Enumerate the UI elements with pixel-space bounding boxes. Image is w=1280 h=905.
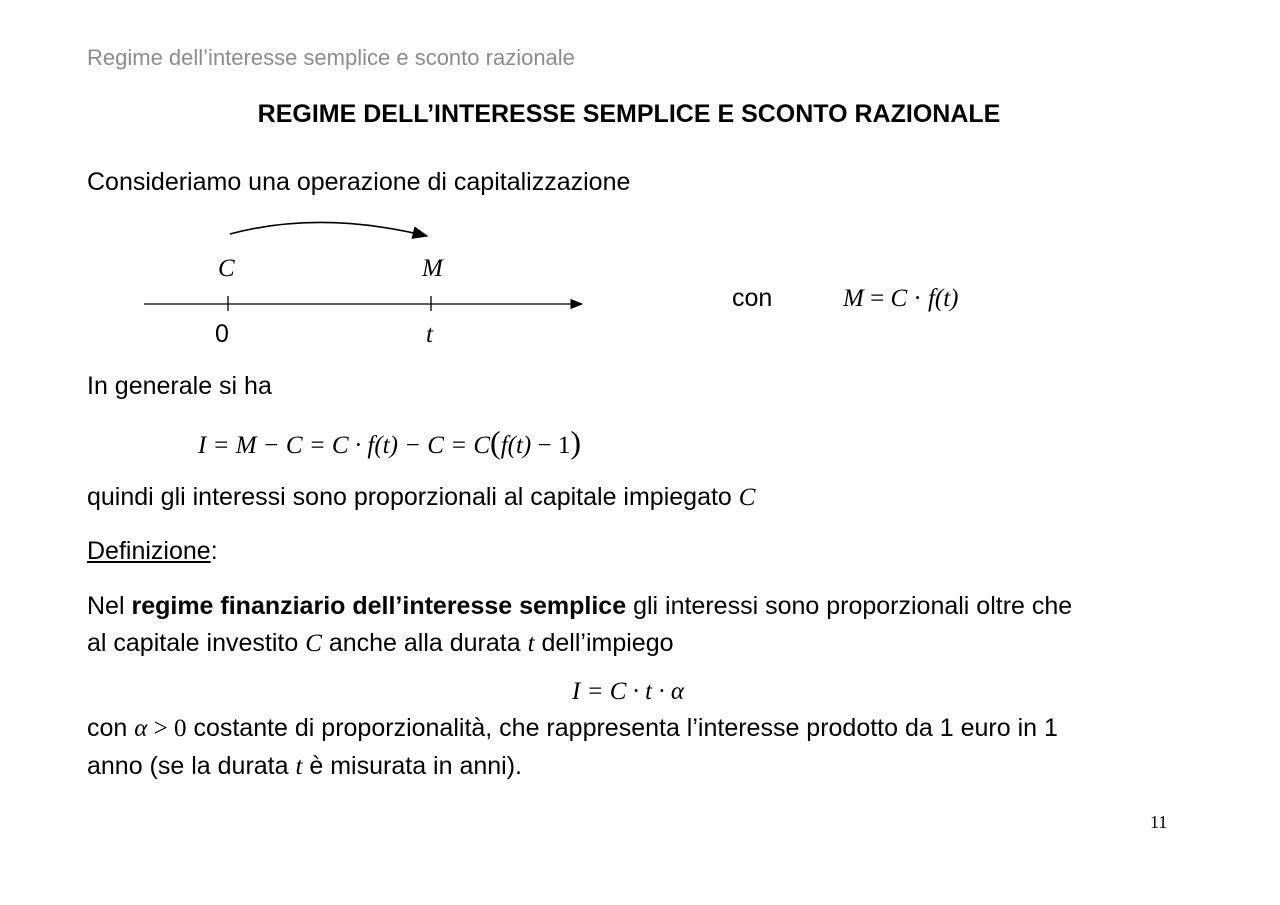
running-header: Regime dell’interesse semplice e sconto razionale (87, 45, 575, 70)
con-alpha-line: con α > 0 costante di proporzionalità, che rappresenta l’interesse prodotto da 1 euro in 1 (87, 714, 1058, 742)
definition-heading: Definizione: (87, 537, 218, 565)
formula-ict: I = C · t · α (572, 678, 684, 705)
con-word: con (732, 284, 773, 312)
label-c: C (218, 255, 235, 282)
timeline-diagram (130, 200, 610, 360)
definition-line-1: Nel regime finanziario dell’interesse semplice gli interessi sono proporzionali oltre che (87, 592, 1073, 620)
definition-line-2: al capitale investito C anche alla durata t dell’impiego (87, 629, 674, 657)
intro-text: Consideriamo una operazione di capitalizzazione (87, 168, 631, 196)
capitalization-arrow (230, 222, 427, 236)
quindi-text: quindi gli interessi sono proporzionali al capitale impiegato C (87, 483, 756, 511)
anno-line: anno (se la durata t è misurata in anni). (87, 752, 522, 780)
formula-interest: I = M − C = C · f(t) − C = C(f(t) − 1) (198, 424, 582, 460)
general-text: In generale si ha (87, 372, 272, 400)
page-number: 11 (1150, 812, 1168, 832)
label-zero: 0 (215, 320, 229, 348)
formula-m: M = C · f(t) (843, 285, 959, 312)
label-m: M (422, 255, 443, 282)
label-t: t (426, 321, 433, 348)
page-title: REGIME DELL’INTERESSE SEMPLICE E SCONTO RAZIONALE (257, 100, 1001, 128)
